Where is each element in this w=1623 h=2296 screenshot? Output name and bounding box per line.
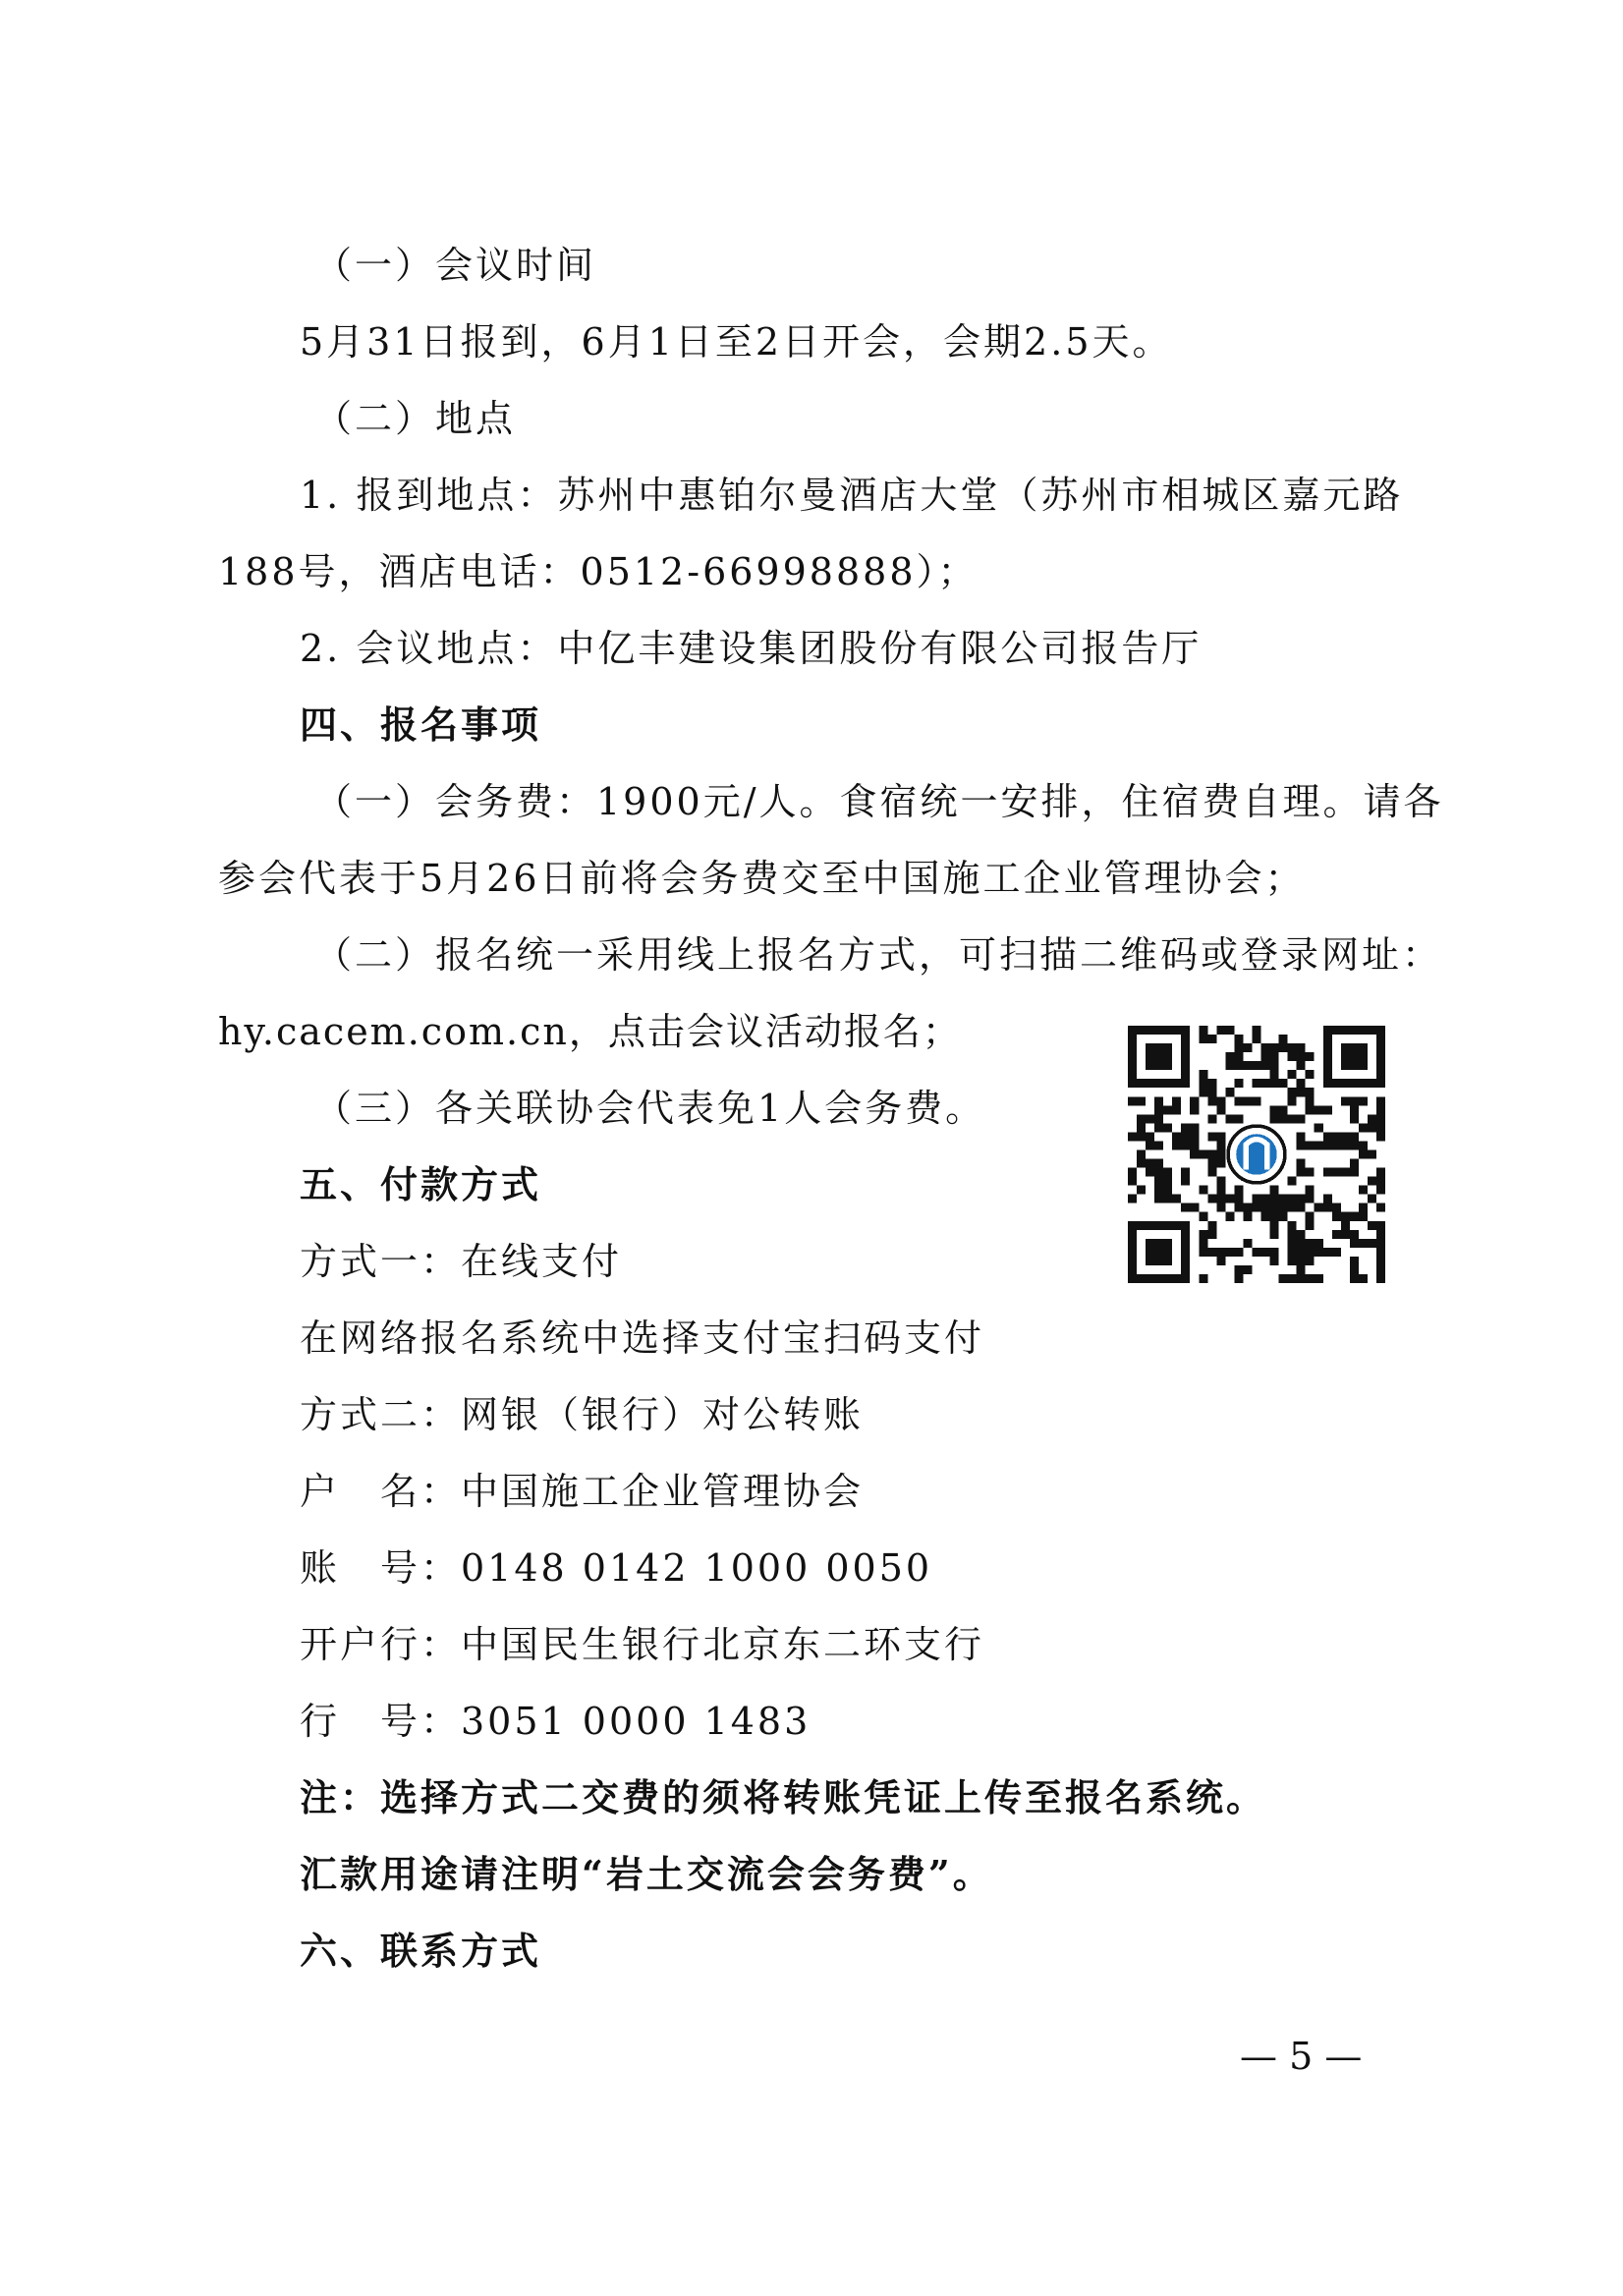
section-heading-meeting-time: （一）会议时间: [314, 244, 597, 287]
payment-method-2: 方式二：网银（银行）对公转账: [300, 1393, 865, 1436]
fee-line1: （一）会务费：1900元/人。食宿统一安排，住宿费自理。请各: [314, 780, 1444, 823]
meeting-time-text: 5月31日报到，6月1日至2日开会，会期2.5天。: [300, 320, 1173, 364]
page-number: — 5 —: [1240, 2035, 1363, 2078]
bank-code: 行 号：3051 0000 1483: [300, 1700, 812, 1743]
qr-code-graphic: [1128, 1026, 1385, 1283]
account-number: 账 号：0148 0142 1000 0050: [300, 1546, 933, 1590]
checkin-location-line1: 1. 报到地点：苏州中惠铂尔曼酒店大堂（苏州市相城区嘉元路: [300, 474, 1404, 517]
note-line1: 注：选择方式二交费的须将转账凭证上传至报名系统。: [300, 1775, 1267, 1820]
account-name: 户 名：中国施工企业管理协会: [300, 1470, 865, 1513]
meeting-location: 2. 会议地点：中亿丰建设集团股份有限公司报告厅: [300, 627, 1203, 670]
section-heading-location: （二）地点: [314, 397, 517, 440]
registration-line1: （二）报名统一采用线上报名方式，可扫描二维码或登录网址：: [314, 933, 1443, 977]
registration-url-line: hy.cacem.com.cn，点击会议活动报名；: [218, 1010, 962, 1053]
section-title-contact: 六、联系方式: [300, 1929, 542, 1973]
note-line2: 汇款用途请注明“岩土交流会会务费”。: [300, 1852, 993, 1896]
section-title-payment: 五、付款方式: [300, 1162, 542, 1206]
qr-code-icon: [1128, 1026, 1385, 1283]
checkin-location-line2: 188号，酒店电话：0512-66998888）；: [218, 550, 979, 593]
fee-waiver: （三）各关联协会代表免1人会务费。: [314, 1087, 986, 1130]
payment-method-1-desc: 在网络报名系统中选择支付宝扫码支付: [300, 1316, 985, 1360]
section-title-registration: 四、报名事项: [300, 702, 542, 747]
payment-method-1: 方式一：在线支付: [300, 1240, 623, 1283]
fee-line2: 参会代表于5月26日前将会务费交至中国施工企业管理协会；: [218, 857, 1306, 900]
bank-name: 开户行：中国民生银行北京东二环支行: [300, 1623, 985, 1666]
